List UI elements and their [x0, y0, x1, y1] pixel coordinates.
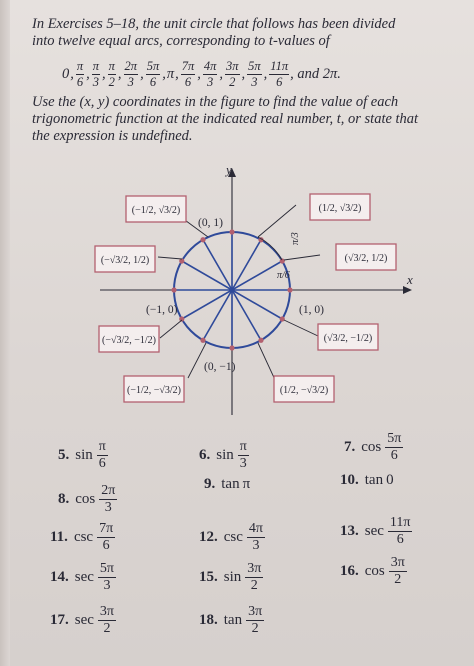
point-label-neg1-0: (−1, 0) — [146, 304, 178, 316]
point-label-1-0: (1, 0) — [299, 304, 324, 316]
fraction-numerator: 5π — [146, 59, 160, 73]
comma: , — [102, 65, 106, 82]
y-coordinate: −1/2 — [134, 335, 153, 346]
trig-function: sin — [216, 447, 234, 463]
paren: ( — [100, 255, 105, 266]
exercise-number: 18. — [199, 612, 218, 628]
paren: ) — [324, 385, 329, 396]
fraction-numerator: 5π — [248, 59, 261, 73]
exercise-number: 5. — [58, 447, 70, 463]
exercise-item — [340, 516, 413, 547]
exercise-item — [199, 562, 264, 593]
exercise-item — [58, 440, 109, 471]
fraction-numerator: 3π — [226, 59, 239, 73]
fraction-numerator: 4π — [248, 521, 263, 536]
trig-function: tan — [221, 476, 240, 492]
paren: ) — [177, 385, 182, 396]
instructions-line-3: Use the (x, y) coordinates in the figure to find the value of each — [32, 94, 399, 110]
fraction-denominator: 6 — [98, 456, 106, 471]
exercise-item — [50, 605, 117, 636]
fraction-numerator: 11π — [389, 515, 411, 530]
paren: ) — [145, 255, 150, 266]
fraction-numerator: 3π — [247, 561, 262, 576]
fraction-numerator: π — [76, 59, 84, 73]
paren: , — [334, 203, 340, 214]
fraction-numerator: 3π — [99, 604, 114, 619]
x-coordinate: √3/2 — [347, 253, 367, 264]
point-label-0-neg1: (0, −1) — [204, 361, 236, 373]
exercise-number: 16. — [340, 563, 359, 579]
fraction-denominator: 3 — [239, 456, 247, 471]
paren: ( — [126, 385, 131, 396]
exercise-item — [340, 472, 394, 489]
instructions-line-1: In Exercises 5–18, the unit circle that follows has been divided — [32, 16, 396, 32]
exercise-number: 6. — [199, 447, 211, 463]
exercise-number: 15. — [199, 569, 218, 585]
comma: , — [86, 65, 90, 82]
fraction-numerator: 2π — [101, 483, 116, 498]
fraction-denominator: 3 — [251, 74, 258, 89]
instructions-line-2: into twelve equal arcs, corresponding to t-values of — [32, 33, 330, 49]
exercise-item — [204, 476, 250, 493]
fraction-numerator: π — [108, 59, 115, 73]
trig-function: cos — [364, 563, 385, 579]
paren: ( — [131, 205, 136, 216]
comma: , — [175, 65, 179, 82]
exercise-item — [50, 562, 117, 593]
paren: ) — [384, 253, 388, 264]
exercise-argument-fraction — [389, 556, 407, 587]
fraction-denominator: 3 — [127, 74, 134, 89]
comma: , — [140, 65, 144, 82]
fraction-numerator: 3π — [390, 555, 405, 570]
fraction-denominator: 3 — [252, 538, 260, 553]
y-coordinate: √3/2 — [339, 203, 359, 214]
trig-function: sin — [75, 447, 93, 463]
paren: ) — [152, 335, 157, 346]
y-coordinate: 1/2 — [133, 255, 146, 266]
fraction-numerator: 4π — [203, 59, 217, 73]
paren: ) — [358, 203, 362, 214]
exercise-item — [50, 522, 116, 553]
trig-function: csc — [223, 529, 243, 545]
paren: ( — [101, 335, 106, 346]
fraction-denominator: 2 — [250, 578, 258, 593]
x-coordinate: −1/2 — [130, 385, 149, 396]
fraction-denominator: 2 — [229, 74, 236, 89]
arc-label-pi-6: π/6 — [277, 270, 290, 281]
t-value: 0 — [62, 65, 70, 82]
exercise-number: 9. — [204, 476, 216, 492]
paren: ( — [318, 203, 322, 214]
x-coordinate: −√3/2 — [105, 335, 130, 346]
y-coordinate: −1/2 — [350, 333, 369, 344]
trig-function: cos — [75, 491, 96, 507]
fraction-numerator: 3π — [248, 604, 263, 619]
exercise-argument-fraction — [97, 522, 115, 553]
exercise-argument: π — [242, 476, 251, 492]
fraction-numerator: 5π — [99, 561, 114, 576]
y-coordinate: −√3/2 — [300, 385, 325, 396]
fraction-numerator: 7π — [99, 521, 114, 536]
fraction-denominator: 2 — [108, 74, 115, 89]
comma: , — [241, 65, 246, 82]
y-axis-label: y — [226, 162, 232, 177]
exercise-item — [199, 522, 266, 553]
fraction-numerator: 2π — [124, 59, 138, 73]
fraction-denominator: 6 — [149, 74, 157, 89]
paren: ) — [176, 205, 181, 216]
comma: , — [219, 65, 223, 82]
trig-function: tan — [223, 612, 243, 628]
paren: , — [128, 255, 134, 266]
exercise-item — [58, 484, 118, 515]
exercise-argument-fraction — [247, 522, 265, 553]
fraction-numerator: 11π — [270, 59, 289, 73]
paren: , — [148, 385, 154, 396]
fraction-denominator: 2 — [394, 572, 402, 587]
exercise-argument-fraction — [385, 432, 403, 463]
paren: ( — [323, 333, 328, 344]
fraction-denominator: 6 — [76, 74, 84, 89]
y-coordinate: −√3/2 — [153, 385, 178, 396]
exercise-number: 17. — [50, 612, 69, 628]
x-coordinate: −1/2 — [135, 205, 154, 216]
fraction-denominator: 3 — [92, 74, 100, 89]
exercise-argument-fraction — [99, 484, 117, 515]
exercise-number: 7. — [344, 439, 356, 455]
fraction-denominator: 6 — [276, 74, 283, 89]
paren: , — [295, 385, 301, 396]
exercise-argument-fraction — [98, 605, 116, 636]
exercise-argument-fraction — [97, 440, 108, 471]
exercise-number: 11. — [50, 529, 68, 545]
trig-function: sec — [364, 523, 384, 539]
arc-label-pi-3: π/3 — [290, 232, 301, 245]
exercise-argument-fraction — [245, 562, 263, 593]
paren: , — [345, 333, 351, 344]
fraction-denominator: 6 — [390, 448, 398, 463]
trig-function: csc — [73, 529, 94, 545]
fraction-denominator: 3 — [103, 578, 111, 593]
fraction-numerator: π — [92, 59, 100, 73]
paren: ( — [344, 253, 348, 264]
exercise-item — [199, 605, 265, 636]
fraction-numerator: 5π — [387, 431, 402, 446]
comma: , — [117, 65, 122, 82]
exercise-number: 10. — [340, 472, 359, 488]
exercise-number: 14. — [50, 569, 69, 585]
trig-function: sec — [74, 569, 94, 585]
comma: , — [70, 65, 74, 82]
t-values-end: , and 2π. — [290, 65, 341, 82]
fraction-denominator: 6 — [102, 538, 110, 553]
fraction-denominator: 3 — [206, 74, 214, 89]
y-coordinate: 1/2 — [371, 253, 385, 264]
trig-function: cos — [361, 439, 382, 455]
exercise-number: 13. — [340, 523, 359, 539]
comma: , — [197, 65, 201, 82]
exercise-argument-fraction — [388, 516, 413, 547]
comma: , — [263, 65, 268, 82]
paren: , — [366, 253, 372, 264]
instructions-line-4: trigonometric function at the indicated real number, t, or state that — [32, 111, 419, 127]
x-coordinate: −√3/2 — [104, 255, 129, 266]
y-coordinate: √3/2 — [158, 205, 177, 216]
exercise-item — [344, 432, 404, 463]
fraction-denominator: 6 — [396, 532, 404, 547]
exercise-argument: 0 — [386, 472, 394, 488]
fraction-denominator: 3 — [104, 500, 112, 515]
exercise-item — [199, 440, 250, 471]
fraction-denominator: 2 — [103, 621, 111, 636]
paren: , — [129, 335, 135, 346]
exercise-argument-fraction — [238, 440, 249, 471]
exercise-argument-fraction — [246, 605, 264, 636]
fraction-numerator: π — [239, 439, 247, 454]
fraction-denominator: 2 — [251, 621, 259, 636]
exercise-number: 12. — [199, 529, 218, 545]
exercise-number: 8. — [58, 491, 70, 507]
fraction-numerator: 7π — [181, 59, 195, 73]
trig-function: sin — [223, 569, 242, 585]
fraction-denominator: 6 — [184, 74, 192, 89]
paren: , — [153, 205, 159, 216]
paren: ( — [279, 385, 284, 396]
exercise-argument-fraction — [98, 562, 116, 593]
x-coordinate: 1/2 — [321, 203, 335, 214]
t-value: π — [166, 65, 175, 82]
trig-function: tan — [364, 472, 384, 488]
exercise-item — [340, 556, 408, 587]
x-coordinate: √3/2 — [327, 333, 346, 344]
paren: ) — [368, 333, 373, 344]
fraction-numerator: π — [98, 439, 106, 454]
point-label-0-1: (0, 1) — [198, 217, 223, 229]
comma: , — [162, 65, 166, 82]
instructions-line-5: the expression is undefined. — [32, 128, 193, 144]
x-axis-label: x — [407, 272, 413, 287]
x-coordinate: 1/2 — [283, 385, 296, 396]
trig-function: sec — [74, 612, 94, 628]
